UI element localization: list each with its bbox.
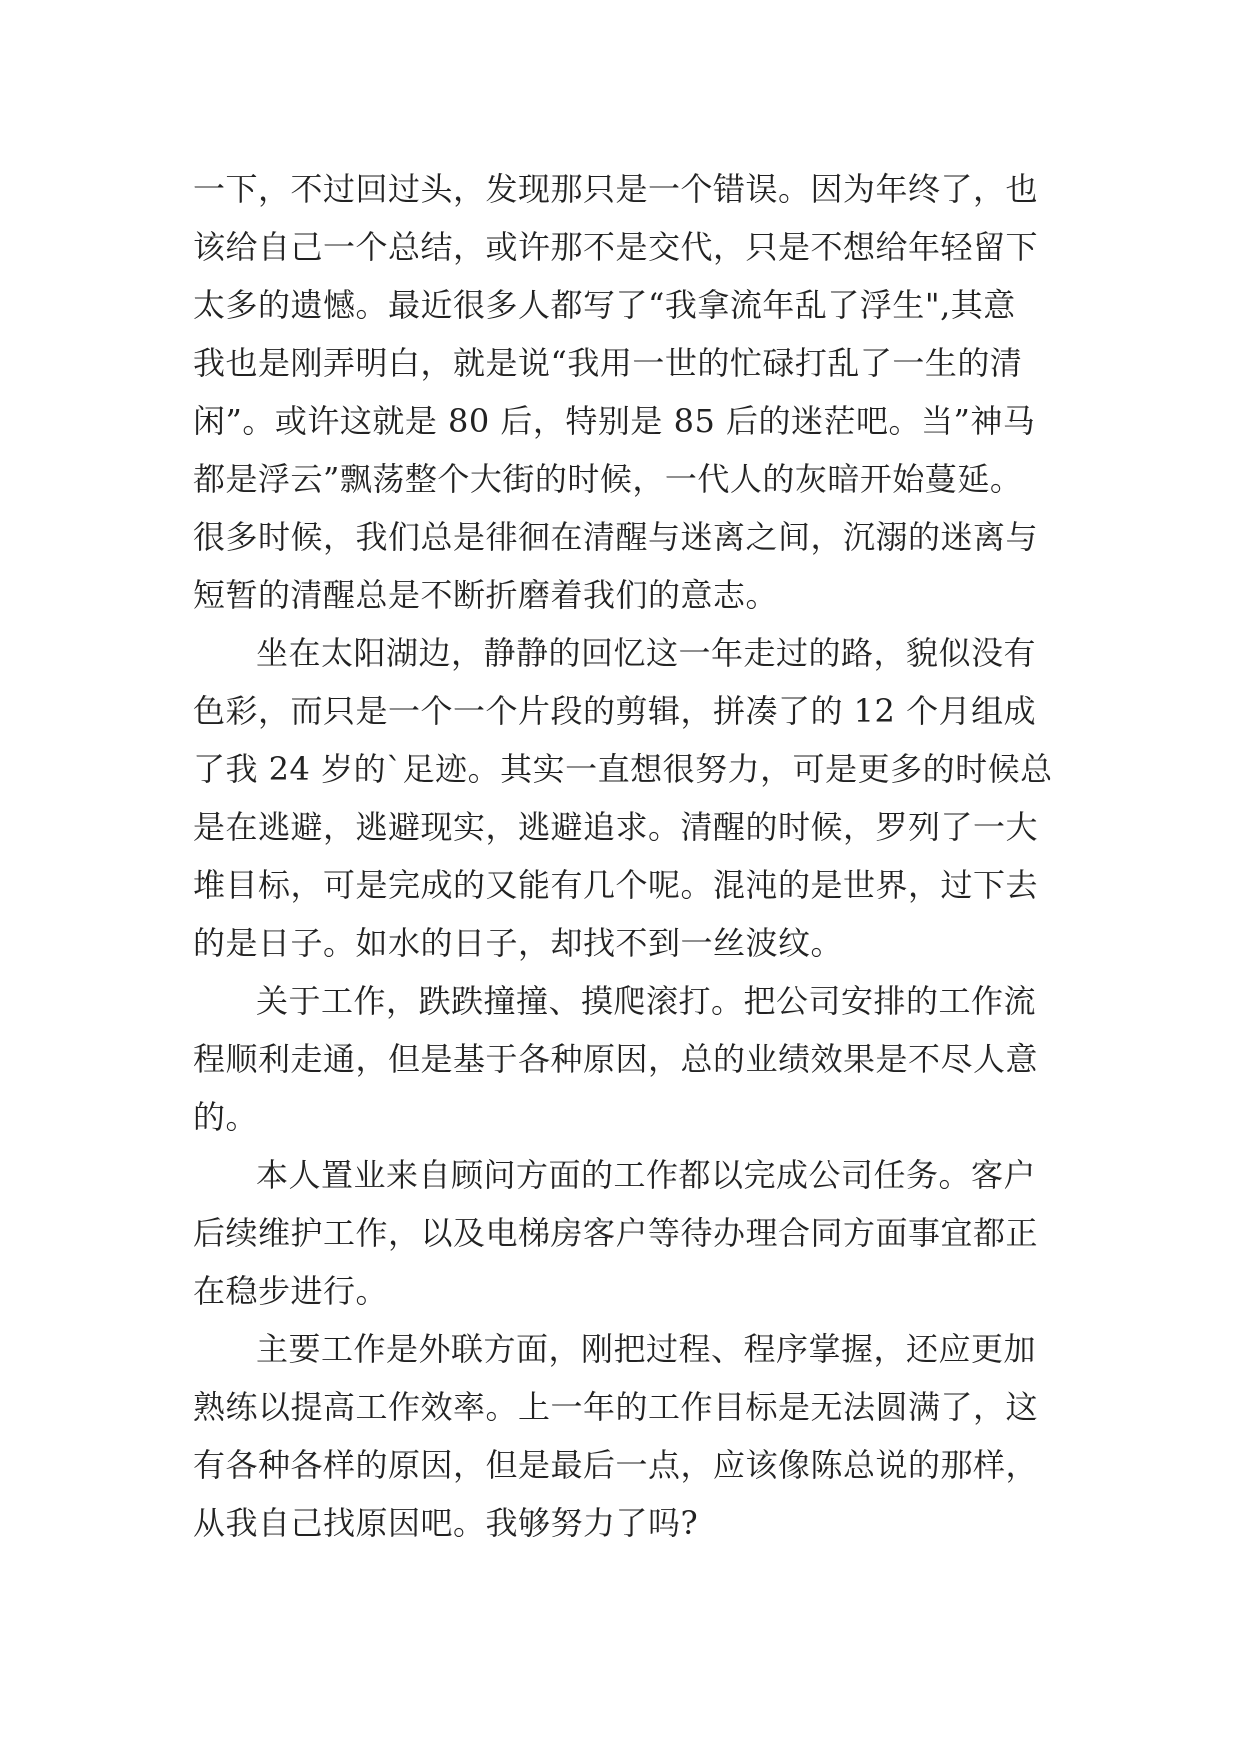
text-line: 一下，不过回过头，发现那只是一个错误。因为年终了，也: [193, 170, 1039, 208]
text-line: 了我 24 岁的`足迹。其实一直想很努力，可是更多的时候总: [193, 750, 1053, 788]
text-line: 我也是刚弄明白，就是说“我用一世的忙碌打乱了一生的清: [193, 344, 1023, 382]
text-line: 从我自己找原因吧。我够努力了吗?: [193, 1504, 699, 1542]
document-body: [193, 160, 1073, 1552]
text-line: 该给自己一个总结，或许那不是交代，只是不想给年轻留下: [193, 228, 1039, 266]
text-line: 都是浮云”飘荡整个大街的时候，一代人的灰暗开始蔓延。: [193, 460, 1023, 498]
text-line: 在稳步进行。: [193, 1272, 389, 1310]
text-line: 堆目标，可是完成的又能有几个呢。混沌的是世界，过下去: [193, 866, 1039, 904]
paragraph-first-line: 关于工作，跌跌撞撞、摸爬滚打。把公司安排的工作流: [256, 982, 1037, 1020]
paragraph-first-line: 本人置业来自顾问方面的工作都以完成公司任务。客户: [256, 1156, 1037, 1194]
text-line: 很多时候，我们总是徘徊在清醒与迷离之间，沉溺的迷离与: [193, 518, 1039, 556]
text-line: 色彩，而只是一个一个片段的剪辑，拼凑了的 12 个月组成: [193, 692, 1037, 730]
text-line: 闲”。或许这就是 80 后，特别是 85 后的迷茫吧。当”神马: [193, 402, 1036, 440]
text-line: 有各种各样的原因，但是最后一点，应该像陈总说的那样，: [193, 1446, 1039, 1484]
text-line: 的是日子。如水的日子，却找不到一丝波纹。: [193, 924, 844, 962]
paragraph-first-line: 坐在太阳湖边，静静的回忆这一年走过的路，貌似没有: [256, 634, 1037, 672]
text-line: 是在逃避，逃避现实，逃避追求。清醒的时候，罗列了一大: [193, 808, 1039, 846]
text-line: 太多的遗憾。最近很多人都写了“我拿流年乱了浮生",其意: [193, 286, 1016, 324]
text-line: 短暂的清醒总是不断折磨着我们的意志。: [193, 576, 779, 614]
paragraph-first-line: 主要工作是外联方面，刚把过程、程序掌握，还应更加: [256, 1330, 1037, 1368]
text-line: 的。: [193, 1098, 259, 1136]
text-line: 熟练以提高工作效率。上一年的工作目标是无法圆满了，这: [193, 1388, 1039, 1426]
text-line: 后续维护工作，以及电梯房客户等待办理合同方面事宜都正: [193, 1214, 1039, 1252]
text-line: 程顺利走通，但是基于各种原因，总的业绩效果是不尽人意: [193, 1040, 1039, 1078]
